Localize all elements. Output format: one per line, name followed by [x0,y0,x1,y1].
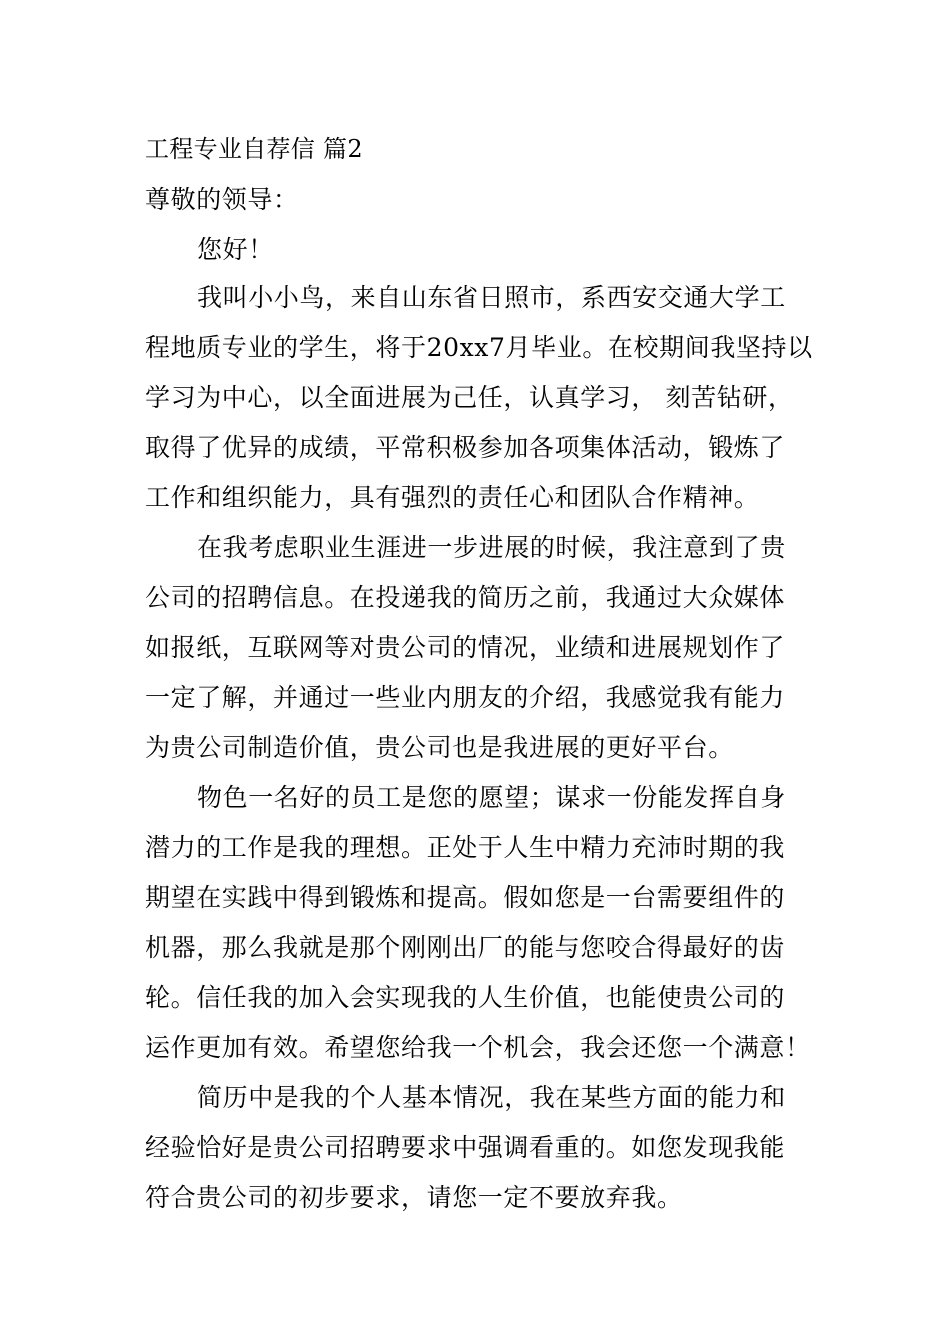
paragraph-line: 工作和组织能力，具有强烈的责任心和团队合作精神。 [145,483,760,512]
paragraph-line: 公司的招聘信息。在投递我的简历之前，我通过大众媒体 [145,583,786,612]
document-title: 工程专业自荐信 篇2 [145,135,363,163]
paragraph-line: 程地质专业的学生，将于20xx7月毕业。在校期间我坚持以 [145,333,813,362]
paragraph-line: 学习为中心，以全面进展为己任，认真学习， 刻苦钻研， [145,383,794,412]
paragraph-line: 为贵公司制造价值，贵公司也是我进展的更好平台。 [145,733,734,762]
paragraph-line: 轮。信任我的加入会实现我的人生价值，也能使贵公司的 [145,983,786,1012]
paragraph-line: 简历中是我的个人基本情况，我在某些方面的能力和 [197,1083,786,1112]
paragraph-line: 机器，那么我就是那个刚刚出厂的能与您咬合得最好的齿 [145,933,786,962]
greeting: 您好！ [197,235,274,264]
paragraph-line: 如报纸，互联网等对贵公司的情况，业绩和进展规划作了 [145,633,786,662]
paragraph-line: 运作更加有效。希望您给我一个机会，我会还您一个满意！ [145,1033,811,1062]
paragraph-line: 取得了优异的成绩，平常积极参加各项集体活动，锻炼了 [145,433,786,462]
paragraph-line: 我叫小小鸟，来自山东省日照市，系西安交通大学工 [197,283,786,312]
paragraph-line: 在我考虑职业生涯进一步进展的时候，我注意到了贵 [197,533,786,562]
paragraph-line: 潜力的工作是我的理想。正处于人生中精力充沛时期的我 [145,833,786,862]
paragraph-line: 一定了解，并通过一些业内朋友的介绍，我感觉我有能力 [145,683,786,712]
salutation: 尊敬的领导： [145,185,299,214]
paragraph-line: 期望在实践中得到锻炼和提高。假如您是一台需要组件的 [145,883,786,912]
paragraph-line: 符合贵公司的初步要求，请您一定不要放弃我。 [145,1183,683,1212]
paragraph-line: 物色一名好的员工是您的愿望；谋求一份能发挥自身 [197,783,786,812]
paragraph-line: 经验恰好是贵公司招聘要求中强调看重的。如您发现我能 [145,1133,786,1162]
